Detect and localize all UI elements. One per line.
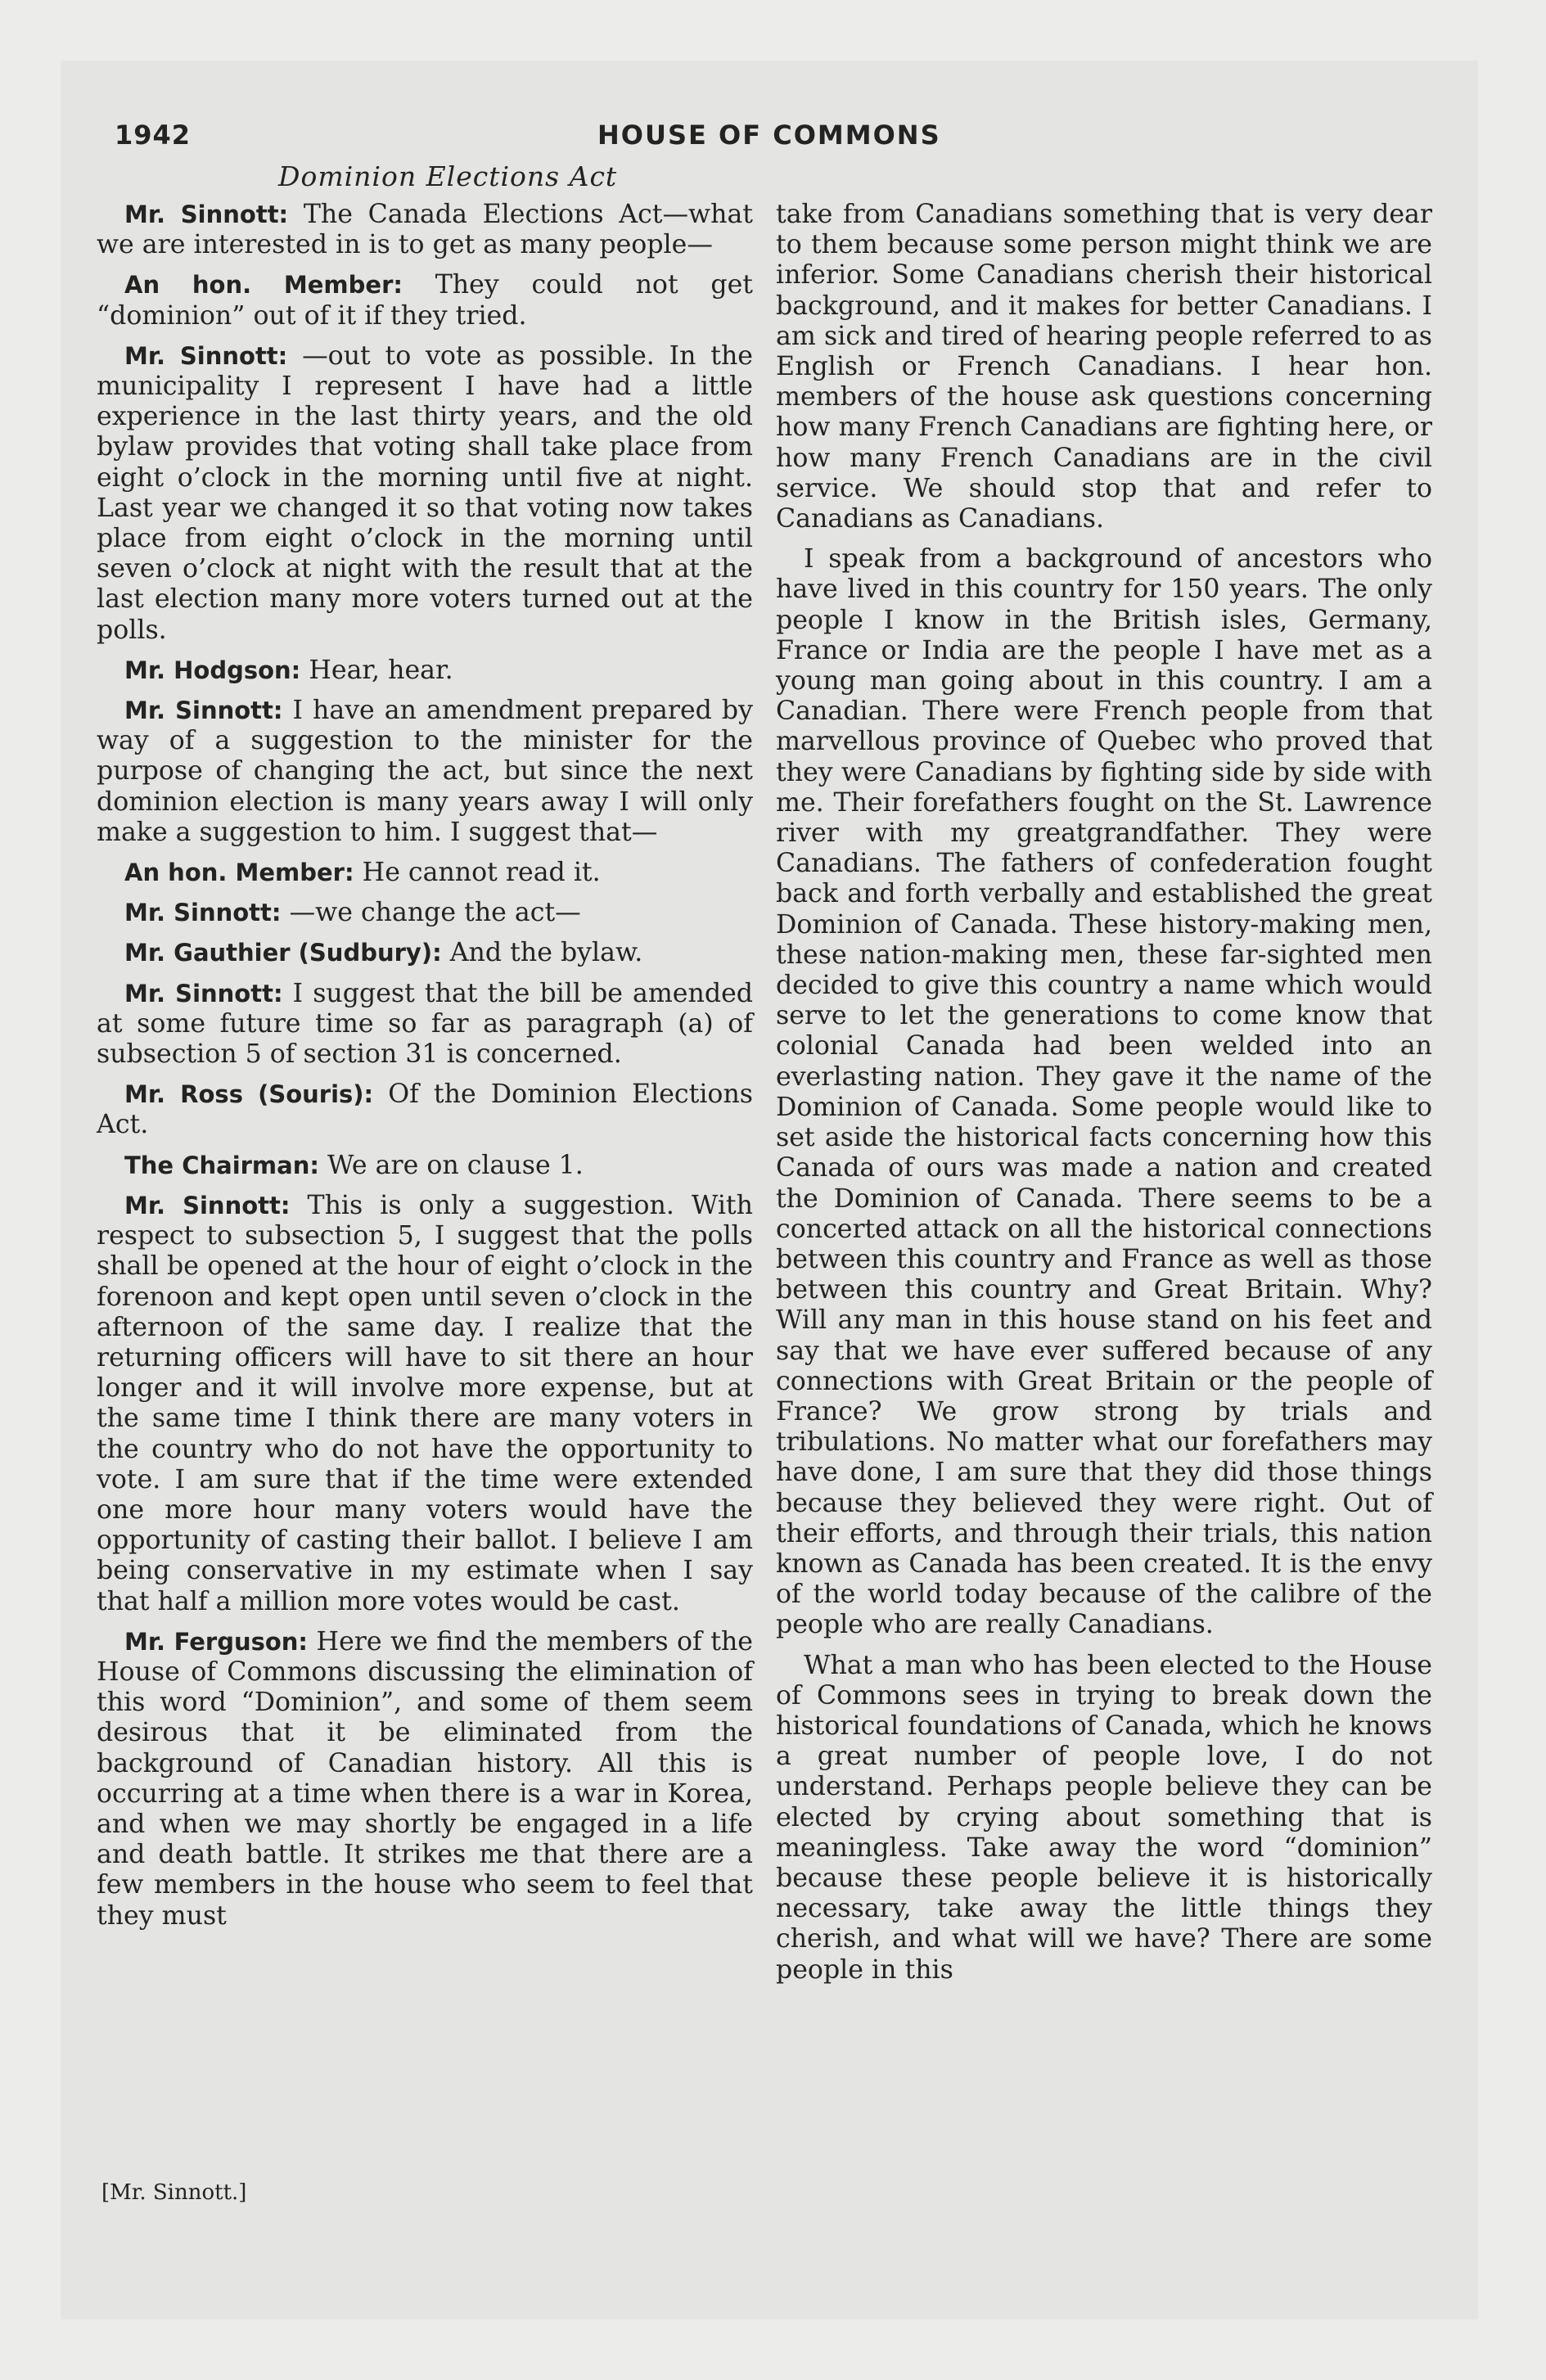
paragraph — [97, 341, 753, 646]
paragraph — [97, 656, 753, 686]
running-head: HOUSE OF COMMONS — [597, 119, 941, 151]
speech-text: Of the Dominion Elections Act. — [97, 1080, 754, 1140]
speech-text: We are on clause 1. — [327, 1150, 584, 1180]
speaker-label: Mr. Ferguson: — [124, 1627, 309, 1656]
speaker-label: Mr. Ross (Souris): — [124, 1080, 374, 1109]
paragraph — [97, 938, 753, 968]
speaker-label: Mr. Sinnott: — [124, 899, 282, 927]
speech-text: I have an amendment prepared by way of a suggestion to the minister for the purpose of changing the act, but since the next dominion election is many years away I will only make a suggestion to him. I suggest that— — [97, 696, 753, 847]
right-column — [776, 200, 1432, 1995]
speech-text: —we change the act— — [289, 898, 581, 928]
paragraph — [97, 898, 753, 928]
speaker-label: Mr. Sinnott: — [124, 201, 289, 228]
speech-text: Hear, hear. — [309, 655, 453, 685]
speaker-label: An hon. Member: — [124, 271, 403, 300]
speaker-label: Mr. Gauthier (Sudbury): — [124, 939, 442, 967]
speaker-label: The Chairman: — [124, 1151, 319, 1179]
speech-text: Here we find the members of the House of Commons discussing the elimination of this word “Dominion”, and some of them seem desirous that it be eliminated from the background of Canadian history. All this is occurring at a time when there is a war in Korea, and when we may shortly be engaged in a life and death battle. It strikes me that there are a few members in the house who seem to feel that they must — [97, 1626, 753, 1931]
speech-text: And the bylaw. — [449, 938, 643, 968]
paragraph: I speak from a background of ancestors who have lived in this country for 150 years. The only people I know in the British isles, Germany, France or India are the people I have met as a young man going about in this country. I am a Canadian. There were French people from that marvellous province of Quebec who proved that they were Canadians by fighting side by side with me. Their forefathers fought on the St. Lawrence river with my greatgrandfather. They were Canadians. The fathers of confederation fought back and forth verbally and established the great Dominion of Canada. These history-making men, these nation-making men, these far-sighted men decided to give this country a name which would serve to let the generations to come know that colonial Canada had been welded into an everlasting nation. They gave it the name of the Dominion of Canada. Some people would like to set aside the historical facts concerning how this Canada of ours was made a nation and created the Dominion of Canada. There seems to be a concerted attack on all the historical connections between this country and France as well as those between this country and Great Britain. Why? Will any man in this house stand on his feet and say that we have ever suffered because of any connections with Great Britain or the people of France? We grow strong by trials and tribulations. No matter what our forefathers may have done, I am sure that they did those things because they believed they were right. Out of their efforts, and through their trials, this nation known as Canada has been created. It is the envy of the world today because of the calibre of the people who are really Canadians. — [776, 544, 1432, 1640]
speech-text: This is only a suggestion. With respect to subsection 5, I suggest that the polls shall be opened at the hour of eight o’clock in the forenoon and kept open until seven o’clock in the afternoon of the same day. I realize that the returning officers will have to sit there an hour longer and it will involve more expense, but at the same time I think there are many voters in the country who do not have the opportunity to vote. I am sure that if the time were extended one more hour many voters would have the opportunity of casting their ballot. I believe I am being conservative in my estimate when I say that half a million more votes would be cast. — [97, 1190, 753, 1616]
section-title: Dominion Elections Act — [278, 160, 618, 192]
paragraph — [97, 200, 753, 260]
speaker-label: Mr. Sinnott: — [124, 341, 288, 370]
speaker-label: An hon. Member: — [124, 859, 354, 887]
paragraph — [97, 1151, 753, 1181]
left-column — [97, 200, 753, 1941]
paragraph — [97, 1080, 753, 1140]
speech-text: I suggest that the bill be amended at some future time so far as paragraph (a) of subsection 5 of section 31 is concerned. — [97, 978, 753, 1070]
paragraph — [97, 1191, 753, 1617]
paragraph: take from Canadians something that is very dear to them because some person might think we are inferior. Some Canadians cherish their historical background, and it makes for better Canadians. I am sick and tired of hearing people referred to as English or French Canadians. I hear hon. members of the house ask questions concerning how many French Canadians are fighting here, or how many French Canadians are in the civil service. We should stop that and refer to Canadians as Canadians. — [776, 200, 1432, 534]
paragraph: What a man who has been elected to the House of Commons sees in trying to break down the historical foundations of Canada, which he knows a great number of people love, I do not understand. Perhaps people believe they can be elected by crying about something that is meaningless. Take away the word “dominion” because these people believe it is historically necessary, take away the little things they cherish, and what will we have? There are some people in this — [776, 1650, 1432, 1985]
speech-text: —out to vote as possible. In the municipality I represent I have had a little experience in the last thirty years, and the old bylaw provides that voting shall take place from eight o’clock in the morning until five at night. Last year we changed it so that voting now takes place from eight o’clock in the morning until seven o’clock at night with the result that at the last election many more voters turned out at the polls. — [97, 340, 753, 645]
paragraph — [97, 858, 753, 888]
speech-text: They could not get “dominion” out of it if they tried. — [97, 270, 753, 331]
speaker-label: Mr. Sinnott: — [124, 696, 283, 725]
speaker-label: Mr. Sinnott: — [124, 1191, 291, 1219]
paragraph — [97, 696, 753, 848]
speaker-footnote: [Mr. Sinnott.] — [101, 2180, 247, 2205]
paragraph — [97, 270, 753, 331]
speaker-label: Mr. Sinnott: — [124, 979, 283, 1007]
paragraph — [97, 1627, 753, 1931]
speech-text: The Canada Elections Act—what we are interested in is to get as many people— — [97, 200, 753, 260]
paragraph — [97, 979, 753, 1071]
speaker-label: Mr. Hodgson: — [124, 656, 301, 684]
page-number: 1942 — [115, 119, 192, 151]
speech-text: He cannot read it. — [362, 858, 601, 888]
